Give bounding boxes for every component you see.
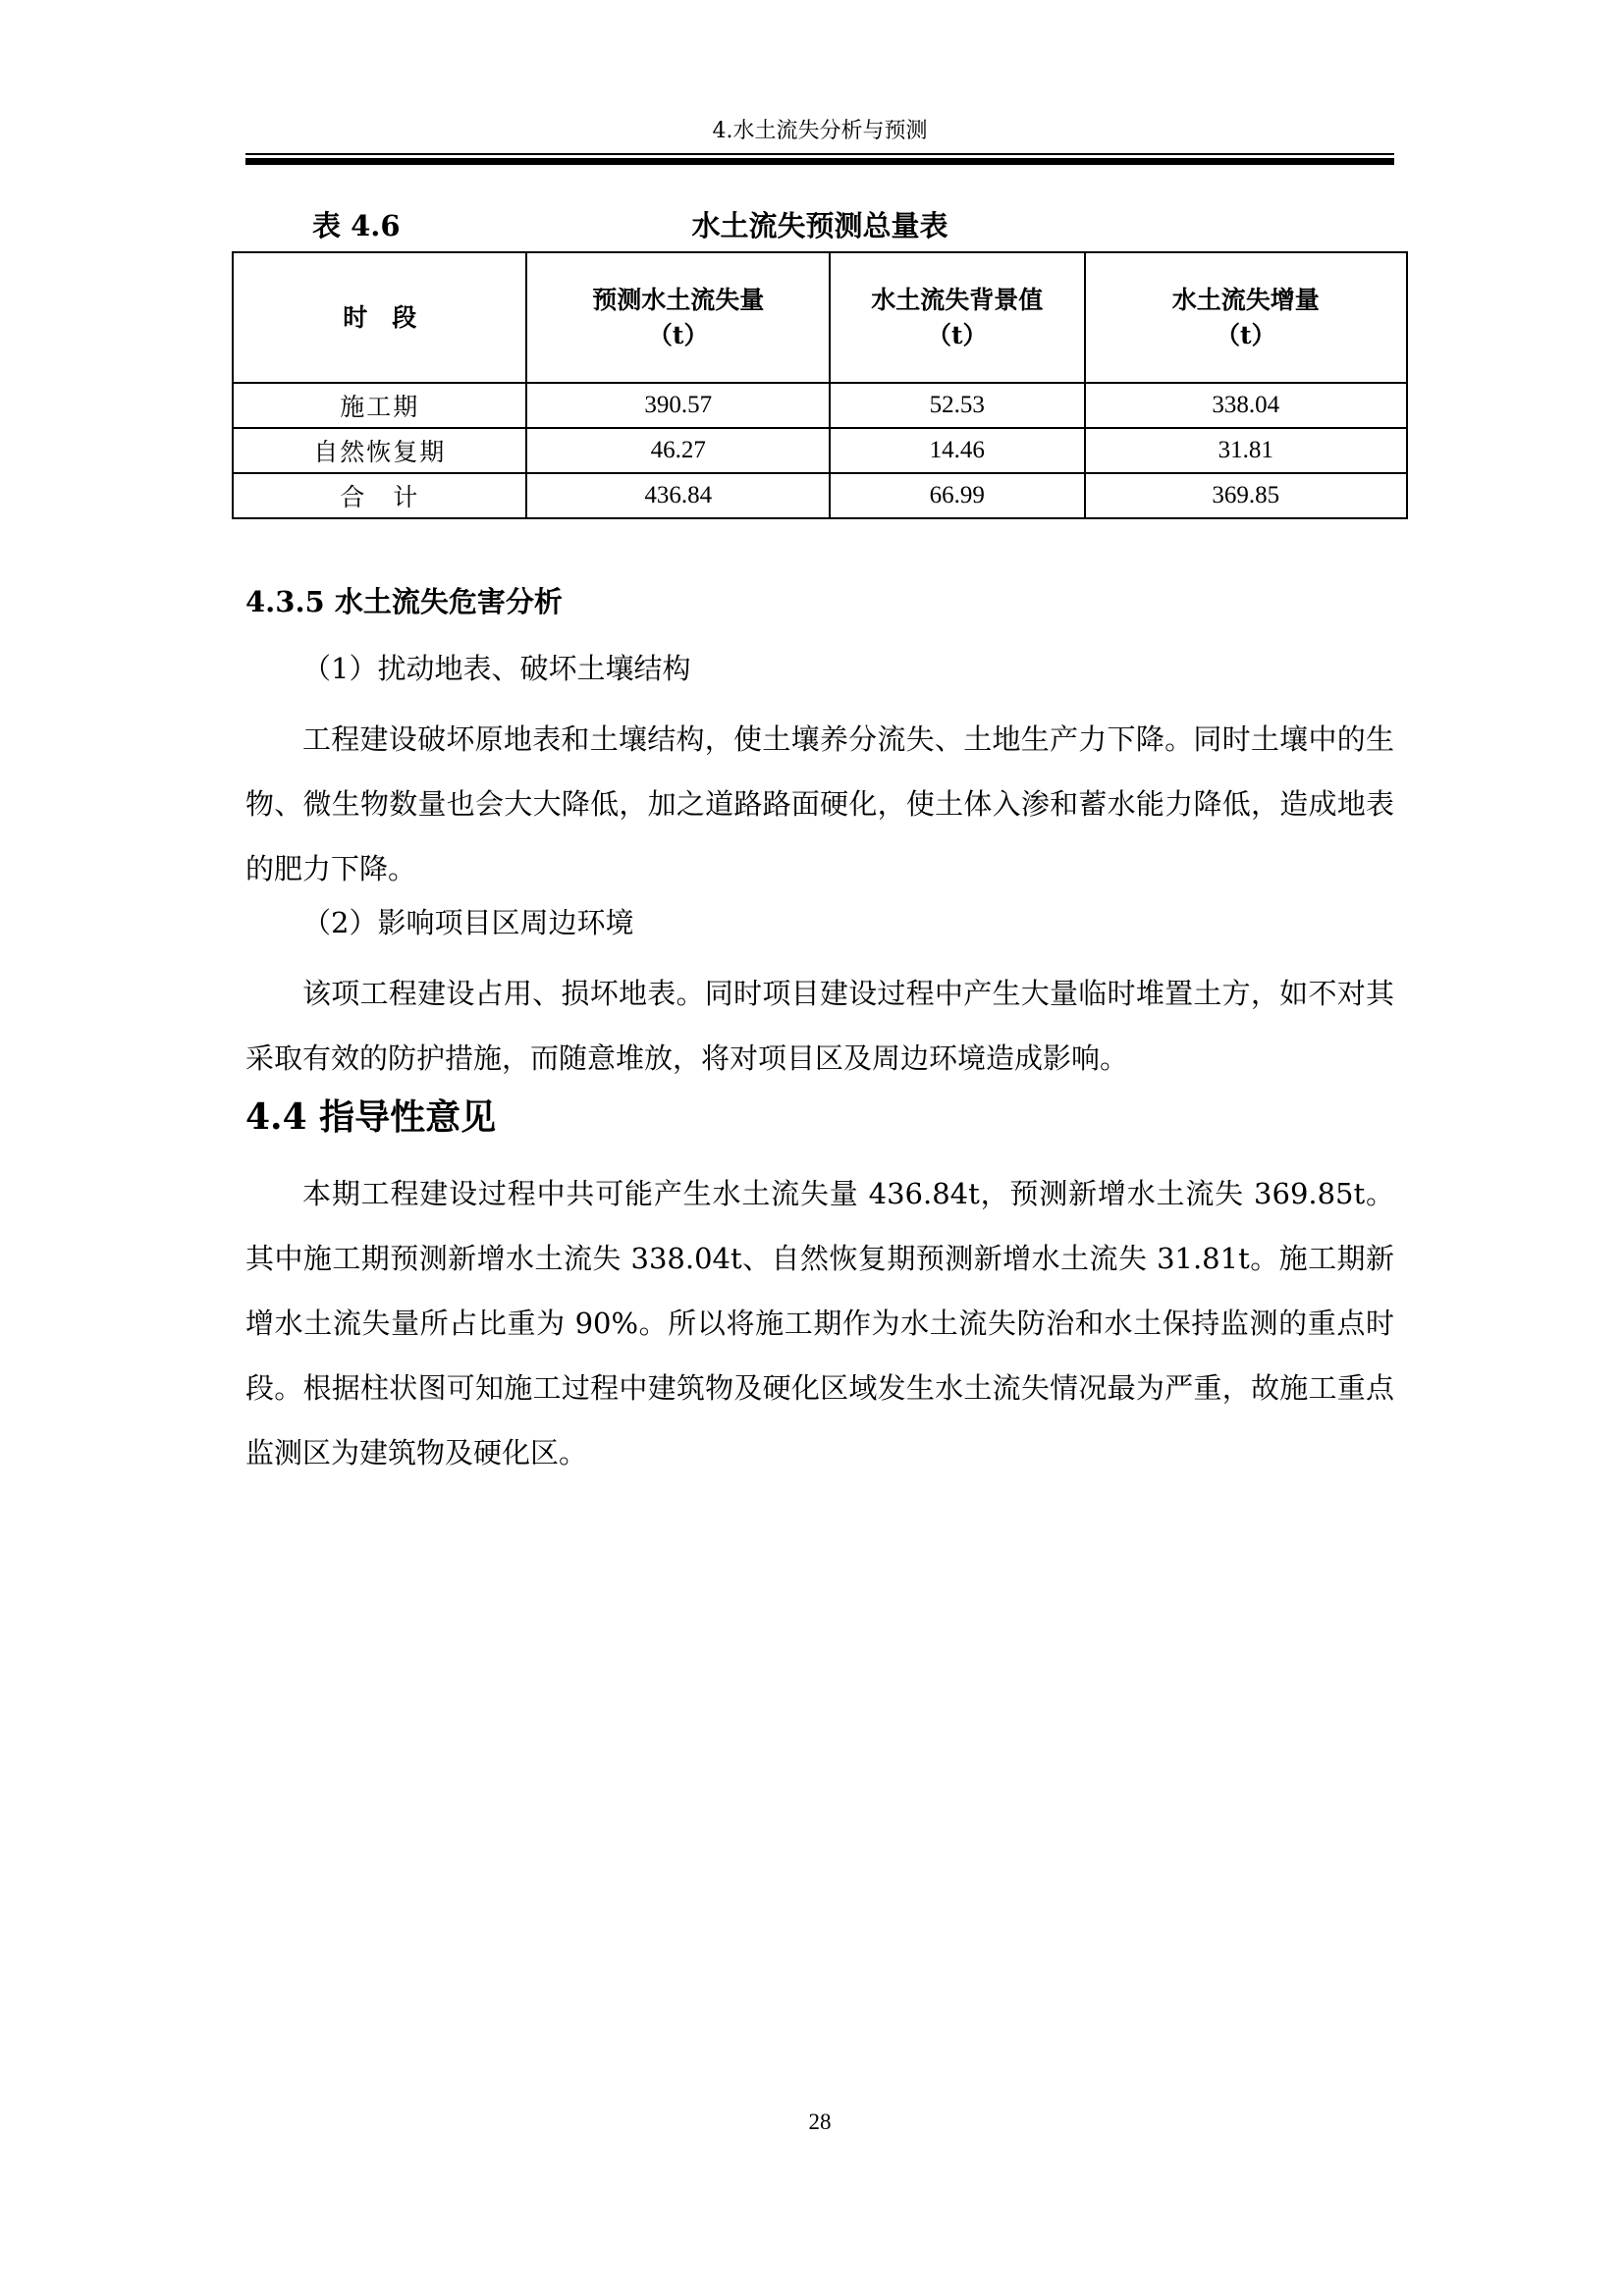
cell-value: 14.46 (830, 428, 1085, 473)
section-4-4-paragraph: 本期工程建设过程中共可能产生水土流失量 436.84t，预测新增水土流失 369.85t。其中施工期预测新增水土流失 338.04t、自然恢复期预测新增水土流失 31.81t。施工期新增水土流失量所占比重为 90%。所以将施工期作为水土流失防治和水土保持监测的重点时段。根据柱状图可知施工过程中建筑物及硬化区域发生水土流失情况最为严重，故施工重点监测区为建筑物及硬化区。 (245, 1177, 1394, 1469)
table-header-row (233, 252, 1407, 383)
cell-value: 390.57 (526, 383, 829, 428)
table-row (233, 383, 1407, 428)
section-4-4-heading: 4.4 指导性意见 (245, 1096, 497, 1138)
section-4-3-5-heading: 4.3.5 水土流失危害分析 (245, 585, 563, 618)
item-1-title: （1）扰动地表、破坏土壤结构 (302, 652, 691, 685)
table-row (233, 428, 1407, 473)
soil-loss-table (232, 251, 1408, 519)
table-row (233, 473, 1407, 518)
cell-value: 46.27 (526, 428, 829, 473)
cell-period: 自然恢复期 (233, 428, 526, 473)
item-2-paragraph: 该项工程建设占用、损坏地表。同时项目建设过程中产生大量临时堆置土方，如不对其采取有效的防护措施，而随意堆放，将对项目区及周边环境造成影响。 (245, 977, 1394, 1075)
header-predicted-loss: 预测水土流失量 （t） (526, 252, 829, 383)
cell-value: 338.04 (1085, 383, 1407, 428)
header-rule-thin (245, 153, 1394, 155)
item-1-paragraph: 工程建设破坏原地表和土壤结构，使土壤养分流失、土地生产力下降。同时土壤中的生物、微生物数量也会大大降低，加之道路路面硬化，使土体入渗和蓄水能力降低，造成地表的肥力下降。 (245, 722, 1394, 885)
table-title: 水土流失预测总量表 (691, 209, 948, 242)
item-2-title: （2）影响项目区周边环境 (302, 906, 634, 939)
cell-value: 436.84 (526, 473, 829, 518)
cell-value: 52.53 (830, 383, 1085, 428)
header-background-value: 水土流失背景值 （t） (830, 252, 1085, 383)
cell-period: 施工期 (233, 383, 526, 428)
running-header: 4.水土流失分析与预测 (712, 119, 928, 143)
header-rule-thick (245, 158, 1394, 165)
header-loss-increment: 水土流失增量 （t） (1085, 252, 1407, 383)
cell-value: 66.99 (830, 473, 1085, 518)
header-period: 时 段 (233, 252, 526, 383)
page-number: 28 (808, 2109, 832, 2134)
table-number: 表 4.6 (312, 209, 401, 242)
cell-period: 合 计 (233, 473, 526, 518)
cell-value: 31.81 (1085, 428, 1407, 473)
cell-value: 369.85 (1085, 473, 1407, 518)
